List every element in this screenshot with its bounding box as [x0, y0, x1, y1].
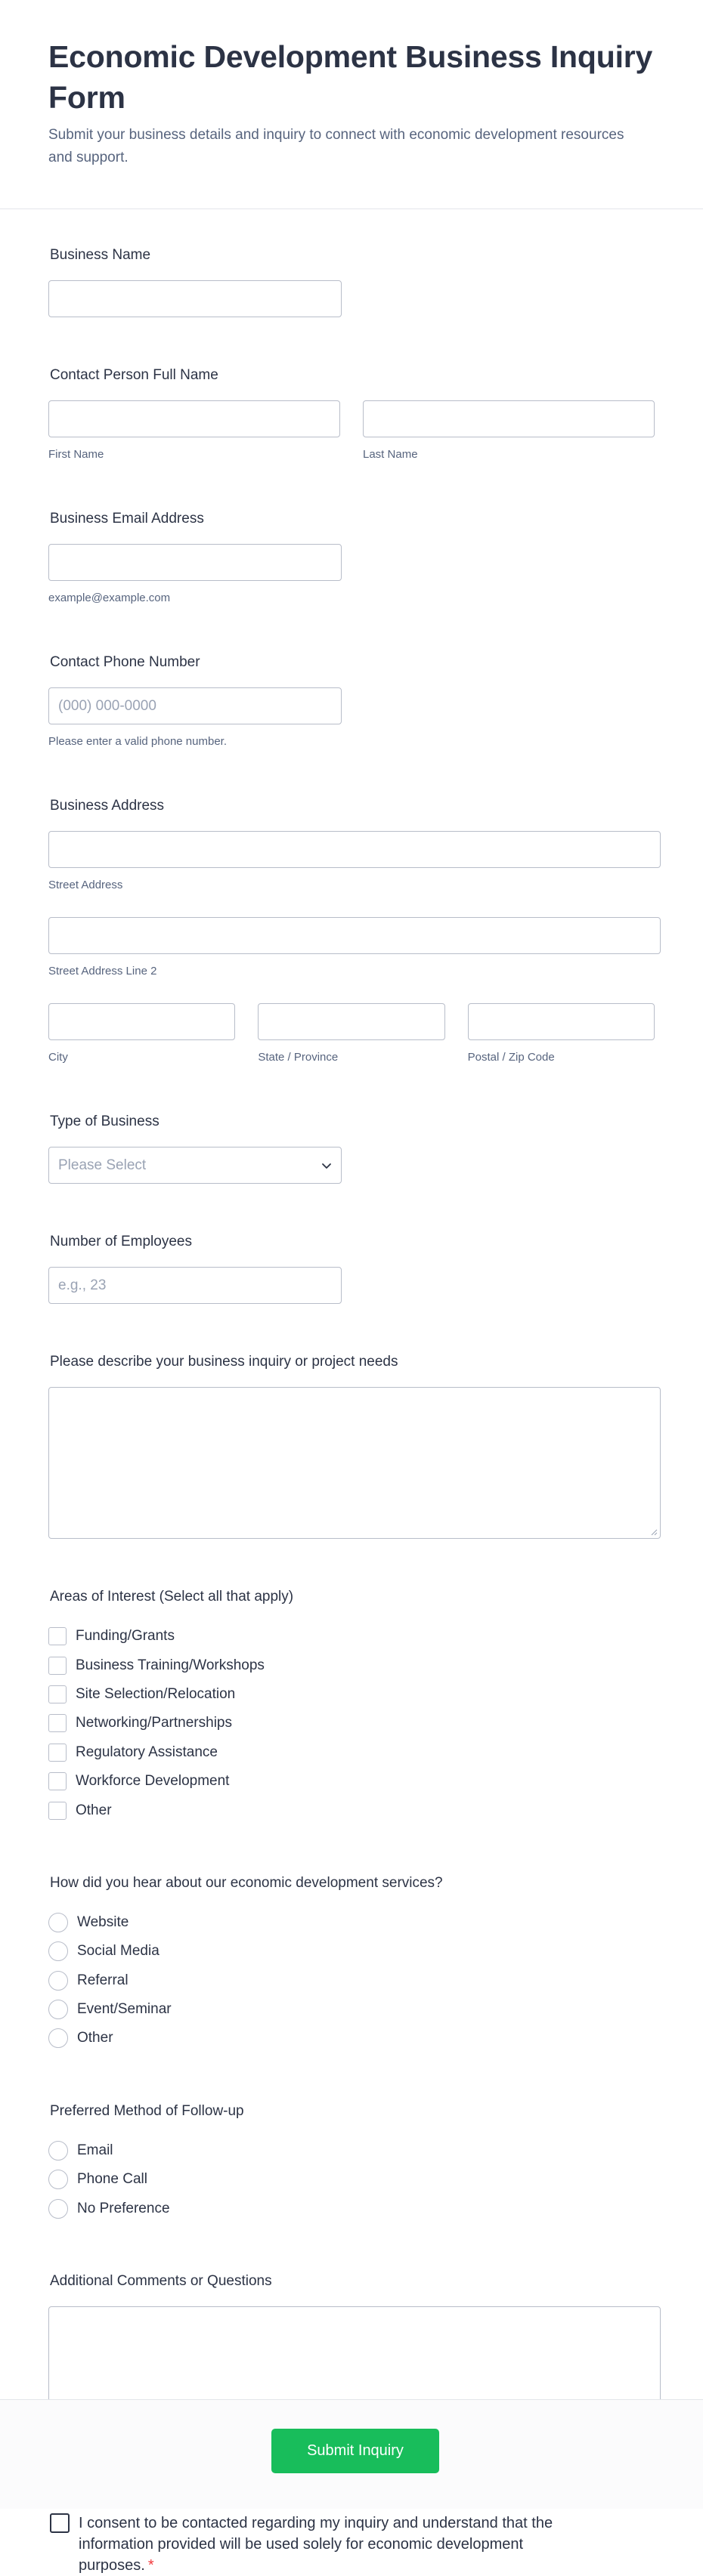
- interest-option-networking[interactable]: [48, 1709, 655, 1737]
- option-label: No Preference: [77, 2200, 170, 2216]
- option-label: Networking/Partnerships: [76, 1715, 232, 1731]
- business-type-field: [48, 1112, 655, 1184]
- option-label: Regulatory Assistance: [76, 1744, 218, 1760]
- city-input[interactable]: [48, 1003, 235, 1040]
- radio-button[interactable]: [48, 2028, 68, 2048]
- option-label: Website: [77, 1913, 129, 1930]
- interests-field: [48, 1587, 655, 1825]
- last-name-input[interactable]: [363, 400, 655, 437]
- heard-option-event[interactable]: [48, 1995, 655, 2024]
- checkbox[interactable]: [48, 1685, 67, 1703]
- page-title: Economic Development Business Inquiry Form: [48, 39, 653, 115]
- heard-label: How did you hear about our economic development services?: [50, 1874, 443, 1891]
- business-name-field: [48, 246, 655, 317]
- business-type-select[interactable]: [48, 1147, 342, 1184]
- state-input[interactable]: [258, 1003, 444, 1040]
- heard-option-other[interactable]: [48, 2024, 655, 2052]
- phone-label: Contact Phone Number: [50, 654, 200, 670]
- radio-button[interactable]: [48, 1913, 68, 1932]
- inquiry-textarea[interactable]: [48, 1387, 661, 1539]
- followup-option-phone[interactable]: [48, 2165, 655, 2194]
- option-label: Social Media: [77, 1943, 159, 1960]
- state-sublabel: State / Province: [258, 1051, 339, 1064]
- form-header: [0, 0, 703, 209]
- heard-option-website[interactable]: [48, 1908, 655, 1937]
- address-label: Business Address: [50, 798, 165, 814]
- option-label: Funding/Grants: [76, 1628, 175, 1645]
- form-footer: [0, 2399, 703, 2509]
- last-name-sublabel: Last Name: [363, 448, 418, 461]
- required-mark: *: [147, 2556, 154, 2574]
- interests-label: Areas of Interest (Select all that apply): [50, 1589, 294, 1605]
- option-label: Business Training/Workshops: [76, 1657, 265, 1673]
- followup-option-email[interactable]: [48, 2136, 655, 2165]
- city-sublabel: City: [48, 1051, 68, 1064]
- followup-label: Preferred Method of Follow-up: [50, 2102, 244, 2119]
- submit-button[interactable]: Submit Inquiry: [271, 2429, 439, 2473]
- consent-label: I consent to be contacted regarding my inquiry and understand that the information provided will be used solely for economic development purposes.: [79, 2514, 553, 2574]
- option-label: Event/Seminar: [77, 2001, 172, 2018]
- interest-option-regulatory[interactable]: [48, 1738, 655, 1767]
- phone-field: [48, 653, 655, 748]
- zip-sublabel: Postal / Zip Code: [467, 1051, 555, 1064]
- option-label: Other: [77, 2030, 113, 2046]
- interest-option-other[interactable]: [48, 1796, 655, 1824]
- street-address-sublabel: Street Address: [48, 879, 123, 891]
- street-address-line2-input[interactable]: [48, 917, 661, 954]
- inquiry-field: [48, 1352, 655, 1539]
- form-body: [0, 209, 703, 2576]
- email-input[interactable]: [48, 544, 342, 581]
- checkbox[interactable]: [48, 1744, 67, 1762]
- radio-button[interactable]: [48, 1941, 68, 1961]
- interest-option-training[interactable]: [48, 1651, 655, 1679]
- street-address-line2-sublabel: Street Address Line 2: [48, 965, 157, 978]
- first-name-input[interactable]: [48, 400, 340, 437]
- inquiry-label: Please describe your business inquiry or project needs: [50, 1354, 398, 1370]
- radio-button[interactable]: [48, 2141, 68, 2161]
- zip-input[interactable]: [468, 1003, 655, 1040]
- business-name-input[interactable]: [48, 280, 342, 317]
- heard-option-social[interactable]: [48, 1937, 655, 1966]
- heard-field: [48, 1873, 655, 2053]
- employees-label: Number of Employees: [50, 1234, 192, 1249]
- first-name-sublabel: First Name: [48, 448, 104, 461]
- option-label: Site Selection/Relocation: [76, 1685, 236, 1702]
- street-address-input[interactable]: [48, 831, 661, 868]
- chevron-down-icon: [321, 1160, 332, 1171]
- option-label: Workforce Development: [76, 1773, 230, 1790]
- checkbox[interactable]: [48, 1714, 67, 1732]
- business-name-label: Business Name: [50, 247, 151, 263]
- consent-text: [79, 2513, 593, 2576]
- radio-button[interactable]: [48, 2000, 68, 2019]
- page-subtitle: Submit your business details and inquiry to connect with economic development resources and support.: [48, 127, 624, 165]
- employees-field: [48, 1232, 655, 1304]
- address-field: [48, 796, 655, 1064]
- radio-button[interactable]: [48, 2199, 68, 2219]
- contact-name-field: [48, 366, 655, 461]
- followup-option-none[interactable]: [48, 2194, 655, 2222]
- employees-input[interactable]: e.g., 23: [48, 1267, 342, 1304]
- option-label: Other: [76, 1802, 112, 1818]
- checkbox[interactable]: [48, 1772, 67, 1790]
- phone-input[interactable]: (000) 000-0000: [48, 687, 342, 724]
- checkbox[interactable]: [48, 1802, 67, 1820]
- consent-field: [48, 2513, 593, 2576]
- option-label: Referral: [77, 1972, 129, 1988]
- comments-label: Additional Comments or Questions: [50, 2272, 272, 2289]
- email-field: [48, 509, 655, 604]
- radio-button[interactable]: [48, 2170, 68, 2189]
- phone-sublabel: Please enter a valid phone number.: [48, 735, 227, 748]
- radio-button[interactable]: [48, 1971, 68, 1991]
- checkbox[interactable]: [48, 1657, 67, 1675]
- consent-checkbox[interactable]: [50, 2513, 70, 2533]
- interest-option-site[interactable]: [48, 1680, 655, 1709]
- email-label: Business Email Address: [50, 511, 204, 527]
- interest-option-funding[interactable]: [48, 1622, 655, 1651]
- business-type-label: Type of Business: [50, 1113, 159, 1129]
- followup-field: [48, 2102, 655, 2223]
- contact-name-label: Contact Person Full Name: [50, 367, 218, 383]
- business-type-placeholder: Please Select: [58, 1157, 147, 1173]
- heard-option-referral[interactable]: [48, 1966, 655, 1995]
- resize-grip-icon[interactable]: [650, 1528, 658, 1536]
- option-label: Phone Call: [77, 2171, 147, 2188]
- interest-option-workforce[interactable]: [48, 1767, 655, 1796]
- checkbox[interactable]: [48, 1627, 67, 1645]
- option-label: Email: [77, 2142, 113, 2158]
- email-sublabel: example@example.com: [48, 591, 171, 604]
